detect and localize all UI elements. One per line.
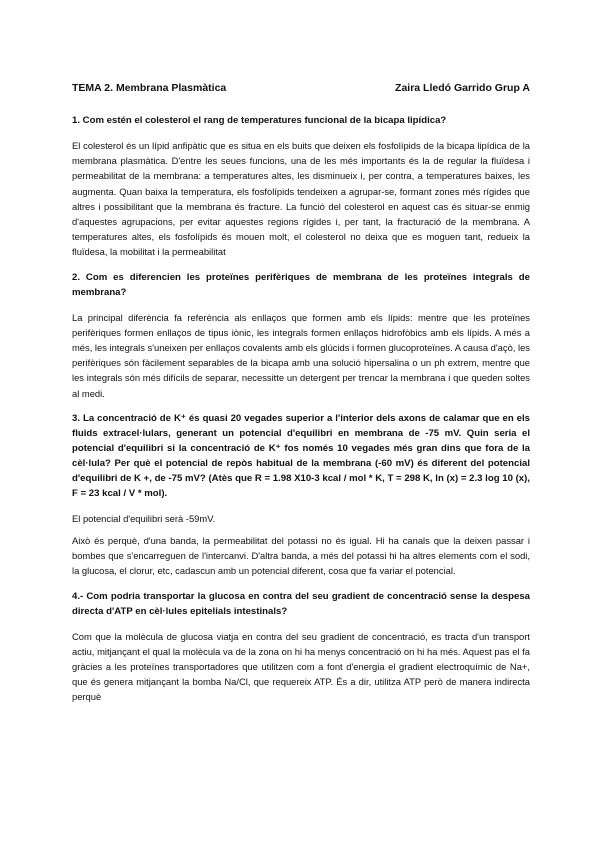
question-heading: 4.- Com podria transportar la glucosa en contra del seu gradient de concentració sense la despesa directa d'ATP en cèl·lules epitelials intestinals? <box>72 590 530 617</box>
section-4 <box>72 589 530 705</box>
author-line: Zaira Lledó Garrido Grup A <box>395 82 530 94</box>
answer-paragraph: Com que la molècula de glucosa viatja en contra del seu gradient de concentració, es tracta d'un transport actiu, mitjançant el qual la molècula va de la zona on hi ha menys concentració on hi ha més. Aquest pas el fa gràcies a les proteïnes transportadores que utilitzen com a font d'energia el gradient electroquímic de Na+, que és genera mitjançant la bomba Na/Cl, que requereix ATP. És a dir, utilitza ATP però de manera indirecta perquè <box>72 630 530 703</box>
answer-paragraph: El potencial d'equilibri serà -59mV. <box>72 512 216 524</box>
answer-paragraph: La principal diferència fa referència als enllaços que formen amb els lípids: mentre que les proteïnes perifèriques formen enllaços de tipus iònic, les integrals formen enllaços hidrofòbics amb els lípids. A més a més, les integrals s'uneixen per enllaços covalents amb els glúcids i formen glucoproteïnes. A causa d'açò, les perifèriques són fàcilement separables de la bicapa amb una solució hipersalina o un ph extrem, mentre que les integrals són més difícils de separar, necessitte un detergent per trencar la membrana i que queden soltes al medi. <box>72 311 530 399</box>
answer-paragraph: El colesterol és un lípid anfipàtic que es situa en els buits que deixen els fosfolípids de la bicapa lipídica de la membrana plasmàtica. D'entre les seues funcions, una de les més importants és la de regular la fluïdesa i permeabilitat de la membrana: a temperatures altes, les disminueix i, per contra, a temperatures baixes, les augmenta. Quan baixa la temperatura, els fosfolípids tendeixen a agrupar-se, formant zones més rígides que altres i possibilitant que la membrana és fracture. La funció del colesterol en aquest cas és situar-se enmig d'aquestes agrupacions, per evitar aquestes regions rígides i, per tant, la fracturació de la membrana. A temperatures altes, els fosfolípids és mouen molt, el colesterol no deixa que es moguen tant, redueix la fluïdesa, la mobilitat i la permeabilitat <box>72 140 530 258</box>
answer-paragraph: Això és perquè, d'una banda, la permeabilitat del potassi no és igual. Hi ha canals que la deixen passar i bombes que s'encarreguen de l'intercanvi. D'altra banda, a més del potassi hi ha altres elements com el sodi, la glucosa, el clorur, etc, cadascun amb un potencial diferent, cosa que fa variar el potencial. <box>72 535 530 577</box>
section-3 <box>72 411 530 579</box>
question-heading: 3. La concentració de K⁺ és quasi 20 vegades superior a l'interior dels axons de calamar que en els fluids extracel·lulars, generant un potencial d'equilibri en membrana de -75 mV. Quin seria el potencial d'equilibri si la concentració de K⁺ fos només 10 vegades més gran dins que fora de la cèl·lula? Per què el potencial de repòs habitual de la membrana (-60 mV) és diferent del potencial d'equilibri de K +, de -75 mV? (Atès que R = 1.98 X10-3 kcal / mol * K, T = 298 K, ln (x) = 2.3 log 10 (x), F = 23 kcal / V * mol). <box>72 412 530 499</box>
document-header <box>72 82 530 94</box>
section-1 <box>72 113 530 260</box>
question-heading: 2. Com es diferencien les proteïnes perifèriques de membrana de les proteïnes integrals de membrana? <box>72 271 530 298</box>
section-2 <box>72 270 530 401</box>
question-heading: 1. Com estén el colesterol el rang de temperatures funcional de la bicapa lipídica? <box>72 115 447 126</box>
document-title: TEMA 2. Membrana Plasmàtica <box>72 82 227 94</box>
